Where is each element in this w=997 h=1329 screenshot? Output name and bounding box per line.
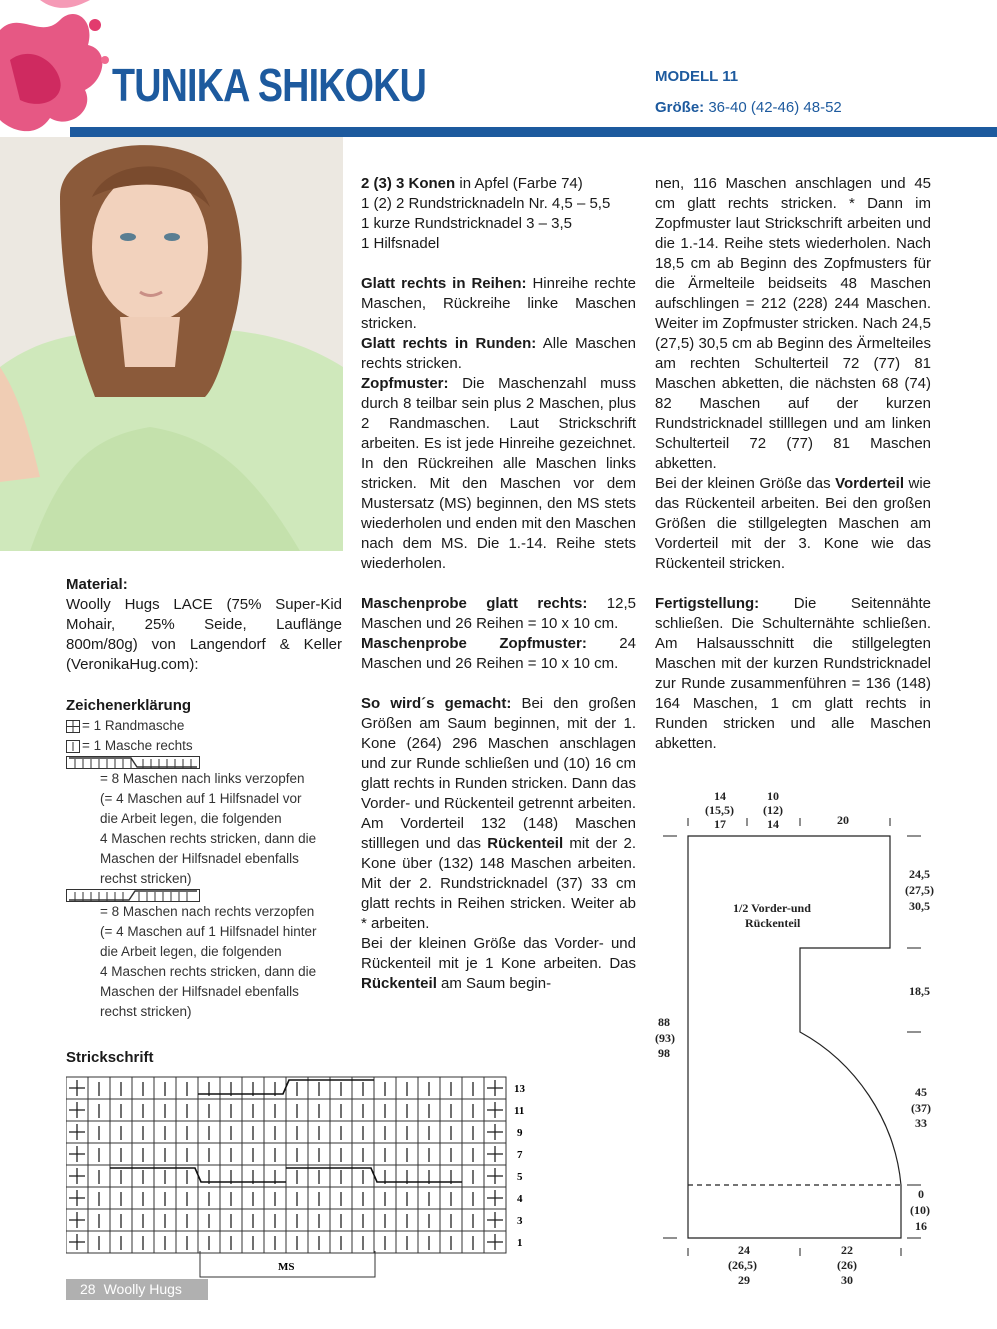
model-number: MODELL 11: [655, 68, 739, 85]
dim-top-10-c: 14: [767, 817, 779, 831]
knit-stitch-symbol: [66, 740, 80, 753]
legend-left-cable-text-5: rechst stricken): [100, 871, 192, 886]
glatt-reihen-bold: Glatt rechts in Reihen:: [361, 275, 527, 292]
right-cable-symbol-row: [66, 889, 342, 902]
dim-right-45-c: 33: [915, 1116, 927, 1130]
right-cable-symbol: [66, 889, 200, 902]
dim-left-88-b: (93): [655, 1031, 675, 1045]
schematic-outline: [688, 836, 901, 1238]
legend-right-cable-text-0: = 8 Maschen nach rechts verzopfen: [100, 904, 315, 919]
legend-rechts: [66, 736, 342, 756]
instructions-column-2: [361, 174, 636, 994]
dim-top-14-c: 17: [714, 817, 726, 831]
page-title: TUNIKA SHIKOKU: [112, 59, 427, 111]
garment-schematic: [655, 780, 955, 1290]
left-cable-symbol: [66, 756, 200, 769]
size-info: [655, 99, 842, 116]
small-size-text-1: Bei der kleinen Größe das Vorder- und Rückenteil mit je 1 Kone arbeiten. Das: [361, 935, 636, 972]
dim-top-20: 20: [837, 813, 849, 827]
instructions-main: [361, 694, 636, 934]
legend-left-cable-text-2: die Arbeit legen, die folgenden: [100, 811, 282, 826]
piece-label-1: 1/2 Vorder-und: [733, 901, 811, 915]
knitting-chart: [66, 1075, 536, 1280]
instructions-main-text-2: mit der 2. Kone über (132) 148 Maschen arbeiten. Mit der 2. Rundstricknadel (37) 33 cm glatt rechts in Reihen stricken. Weiter ab * arbeiten.: [361, 835, 636, 932]
page-number: 28: [80, 1281, 96, 1297]
model-photo-illustration: [0, 137, 343, 551]
finishing-text: [655, 594, 931, 754]
legend-left-cable-text-0: = 8 Maschen nach links verzopfen: [100, 771, 305, 786]
row-label-5: 5: [517, 1171, 523, 1183]
instructions-column-3: [655, 174, 931, 754]
dim-right-0-a: 0: [918, 1187, 924, 1201]
yarn-amount: [361, 174, 636, 194]
dim-bottom-22-c: 30: [841, 1273, 853, 1287]
legend-left-cable-text-3: 4 Maschen rechts stricken, dann die: [100, 831, 317, 846]
dim-right-18: 18,5: [909, 984, 930, 998]
row-label-4: 4: [517, 1193, 523, 1205]
legend-left-cable-text-4: Maschen der Hilfsnadel ebenfalls: [100, 851, 299, 866]
dimension-ticks: [663, 818, 921, 1256]
row-labels: [514, 1083, 526, 1249]
gauge-cable: [361, 634, 636, 674]
row-label-13: 13: [514, 1083, 525, 1095]
dim-left-88-c: 98: [658, 1046, 670, 1060]
gauge-cable-text: 24 Maschen und 26 Reihen = 10 x 10 cm.: [361, 635, 636, 672]
row-label-11: 11: [514, 1105, 525, 1117]
glatt-runden: [361, 334, 636, 374]
dim-right-0-b: (10): [910, 1203, 930, 1217]
front-piece-text-1: Bei der kleinen Größe das: [655, 475, 836, 492]
needle-1: 1 (2) 2 Rundstricknadeln Nr. 4,5 – 5,5: [361, 195, 611, 212]
legend-rechts-text: = 1 Masche rechts: [82, 738, 193, 753]
footer-brand: Woolly Hugs: [103, 1281, 182, 1297]
legend-right-cable-text-5: rechst stricken): [100, 1004, 192, 1019]
legend-rand-text: = 1 Randmasche: [82, 718, 185, 733]
instructions-small-size: [361, 934, 636, 994]
glatt-reihen-text: Hinreihe rechte Maschen, Rückreihe linke Maschen stricken.: [361, 275, 637, 332]
instructions-main-bold: So wird´s gemacht:: [361, 695, 512, 712]
dim-top-10-b: (12): [763, 803, 783, 817]
dim-right-24-b: (27,5): [905, 883, 934, 897]
dim-bottom-24-a: 24: [738, 1243, 750, 1257]
finishing-text-body: Die Seitennähte schließen. Die Schulternähte schließen. Am Halsausschnitt die stillgelegten Maschen mit der kurzen Rundstricknadel zur Runde zusammenführen = 136 (148) 164 Maschen, 1 cm glatt rechts in Runden stricken und alle Maschen abketten.: [655, 595, 931, 752]
gauge-cable-bold: Maschenprobe Zopfmuster:: [361, 635, 587, 652]
front-piece-text: [655, 474, 931, 574]
yarn-amount-text: in Apfel (Farbe 74): [455, 175, 583, 192]
needle-2: 1 kurze Rundstricknadel 3 – 3,5: [361, 215, 572, 232]
size-value: 36-40 (42-46) 48-52: [708, 99, 842, 116]
legend-heading: Zeichenerklärung: [66, 697, 192, 714]
left-cable-symbol-row: [66, 756, 342, 769]
legend-right-cable-text-1: (= 4 Maschen auf 1 Hilfsnadel hinter: [100, 924, 317, 939]
chart-grid: [66, 1077, 506, 1253]
glatt-reihen: [361, 274, 636, 334]
size-label: Größe:: [655, 99, 705, 116]
material-section: [66, 575, 342, 675]
dim-top-14-b: (15,5): [705, 803, 734, 817]
continue-text: nen, 116 Maschen anschlagen und 45 cm glatt rechts stricken. * Dann im Zopfmuster laut Strickschrift arbeiten und die 1.-14. Reihe stets wiederholen. Nach 18,5 cm ab Beginn des Zopfmusters für die Ärmelteile beidseits 48 Maschen aufschlingen = 212 (228) 244 Maschen. Weiter im Zopfmuster stricken. Nach 24,5 (27,5) 30,5 cm ab Beginn des Ärmelteiles am rechten Schulterteil 72 (77) 81 Maschen abketten, die nächsten 68 (74) 82 Maschen auf der kurzen Rundstricknadel stilllegen und am linken Schulterteil 72 (77) 81 Maschen abketten.: [655, 175, 931, 472]
legend-rand: [66, 716, 342, 736]
zopfmuster: [361, 374, 636, 574]
piece-label-2: Rückenteil: [745, 916, 801, 930]
gauge-stockinette-bold: Maschenprobe glatt rechts:: [361, 595, 588, 612]
needle-3: 1 Hilfsnadel: [361, 235, 440, 252]
header-rule: [70, 127, 997, 137]
material-text: Woolly Hugs LACE (75% Super-Kid Mohair, 25% Seide, Lauflänge 800m/80g) von Langendorf & Keller (VeronikaHug.com):: [66, 596, 342, 673]
instructions-main-bold-2: Rückenteil: [487, 835, 564, 852]
front-piece-bold: Vorderteil: [835, 475, 904, 492]
model-photo: [0, 137, 343, 551]
dim-top-10-a: 10: [767, 789, 779, 803]
glatt-runden-text: Alle Maschen rechts stricken.: [361, 335, 637, 372]
row-label-3: 3: [517, 1215, 523, 1227]
gauge-stockinette-text: 12,5 Maschen und 26 Reihen = 10 x 10 cm.: [361, 595, 636, 632]
row-label-9: 9: [517, 1127, 523, 1139]
dim-bottom-24-b: (26,5): [728, 1258, 757, 1272]
dim-right-0-c: 16: [915, 1219, 927, 1233]
dim-right-24-c: 30,5: [909, 899, 930, 913]
row-label-7: 7: [517, 1149, 523, 1161]
page-footer: [66, 1279, 208, 1300]
dim-bottom-22-b: (26): [837, 1258, 857, 1272]
dim-right-24-a: 24,5: [909, 867, 930, 881]
gauge-stockinette: [361, 594, 636, 634]
material-heading: Material:: [66, 576, 128, 593]
dim-left-88-a: 88: [658, 1015, 670, 1029]
symbol-legend: [66, 696, 342, 1022]
ms-label: MS: [278, 1261, 295, 1273]
dim-right-45-b: (37): [911, 1101, 931, 1115]
zopfmuster-text: Die Maschenzahl muss durch 8 teilbar sein plus 2 Maschen, plus 2 Randmaschen. Laut Strickschrift arbeiten. Es ist jede Hinreihe gezeichnet. In den Rückreihen alle Maschen links stricken. Mit den Maschen vor dem Mustersatz (MS) beginnen, den MS stets wiederholen und enden mit den Maschen nach dem MS. Die 1.-14. Reihe stets wiederholen.: [361, 375, 636, 572]
dim-bottom-22-a: 22: [841, 1243, 853, 1257]
edge-stitch-symbol: [66, 720, 80, 733]
dim-bottom-24-c: 29: [738, 1273, 750, 1287]
dim-right-45-a: 45: [915, 1085, 927, 1099]
row-label-1: 1: [517, 1237, 523, 1249]
dim-top-14-a: 14: [714, 789, 726, 803]
small-size-text-2: am Saum begin-: [436, 975, 552, 992]
yarn-amount-bold: 2 (3) 3 Konen: [361, 175, 456, 192]
small-size-bold: Rückenteil: [361, 975, 437, 992]
instructions-main-text-1: Bei den großen Größen am Saum beginnen, mit der 1. Kone (264) 296 Maschen anschlagen und zur Runde schließen und (10) 16 cm glatt rechts in Runden stricken. Dann das Vorder- und Rückenteil getrennt arbeiten. Am Vorderteil 132 (148) Maschen stilllegen und das: [361, 695, 636, 852]
glatt-runden-bold: Glatt rechts in Runden:: [361, 335, 537, 352]
front-piece-text-2: wie das Rückenteil arbeiten. Bei den großen Größen die stillgelegten Maschen am Vorderteil mit der 3. Kone wie das Rückenteil stricken.: [655, 475, 931, 572]
chart-title: Strickschrift: [66, 1049, 154, 1066]
legend-right-cable-text-2: die Arbeit legen, die folgenden: [100, 944, 282, 959]
legend-right-cable-text-4: Maschen der Hilfsnadel ebenfalls: [100, 984, 299, 999]
ms-bracket: [200, 1251, 375, 1277]
finishing-bold: Fertigstellung:: [655, 595, 760, 612]
legend-left-cable-text-1: (= 4 Maschen auf 1 Hilfsnadel vor: [100, 791, 302, 806]
legend-right-cable-text-3: 4 Maschen rechts stricken, dann die: [100, 964, 317, 979]
zopfmuster-bold: Zopfmuster:: [361, 375, 449, 392]
